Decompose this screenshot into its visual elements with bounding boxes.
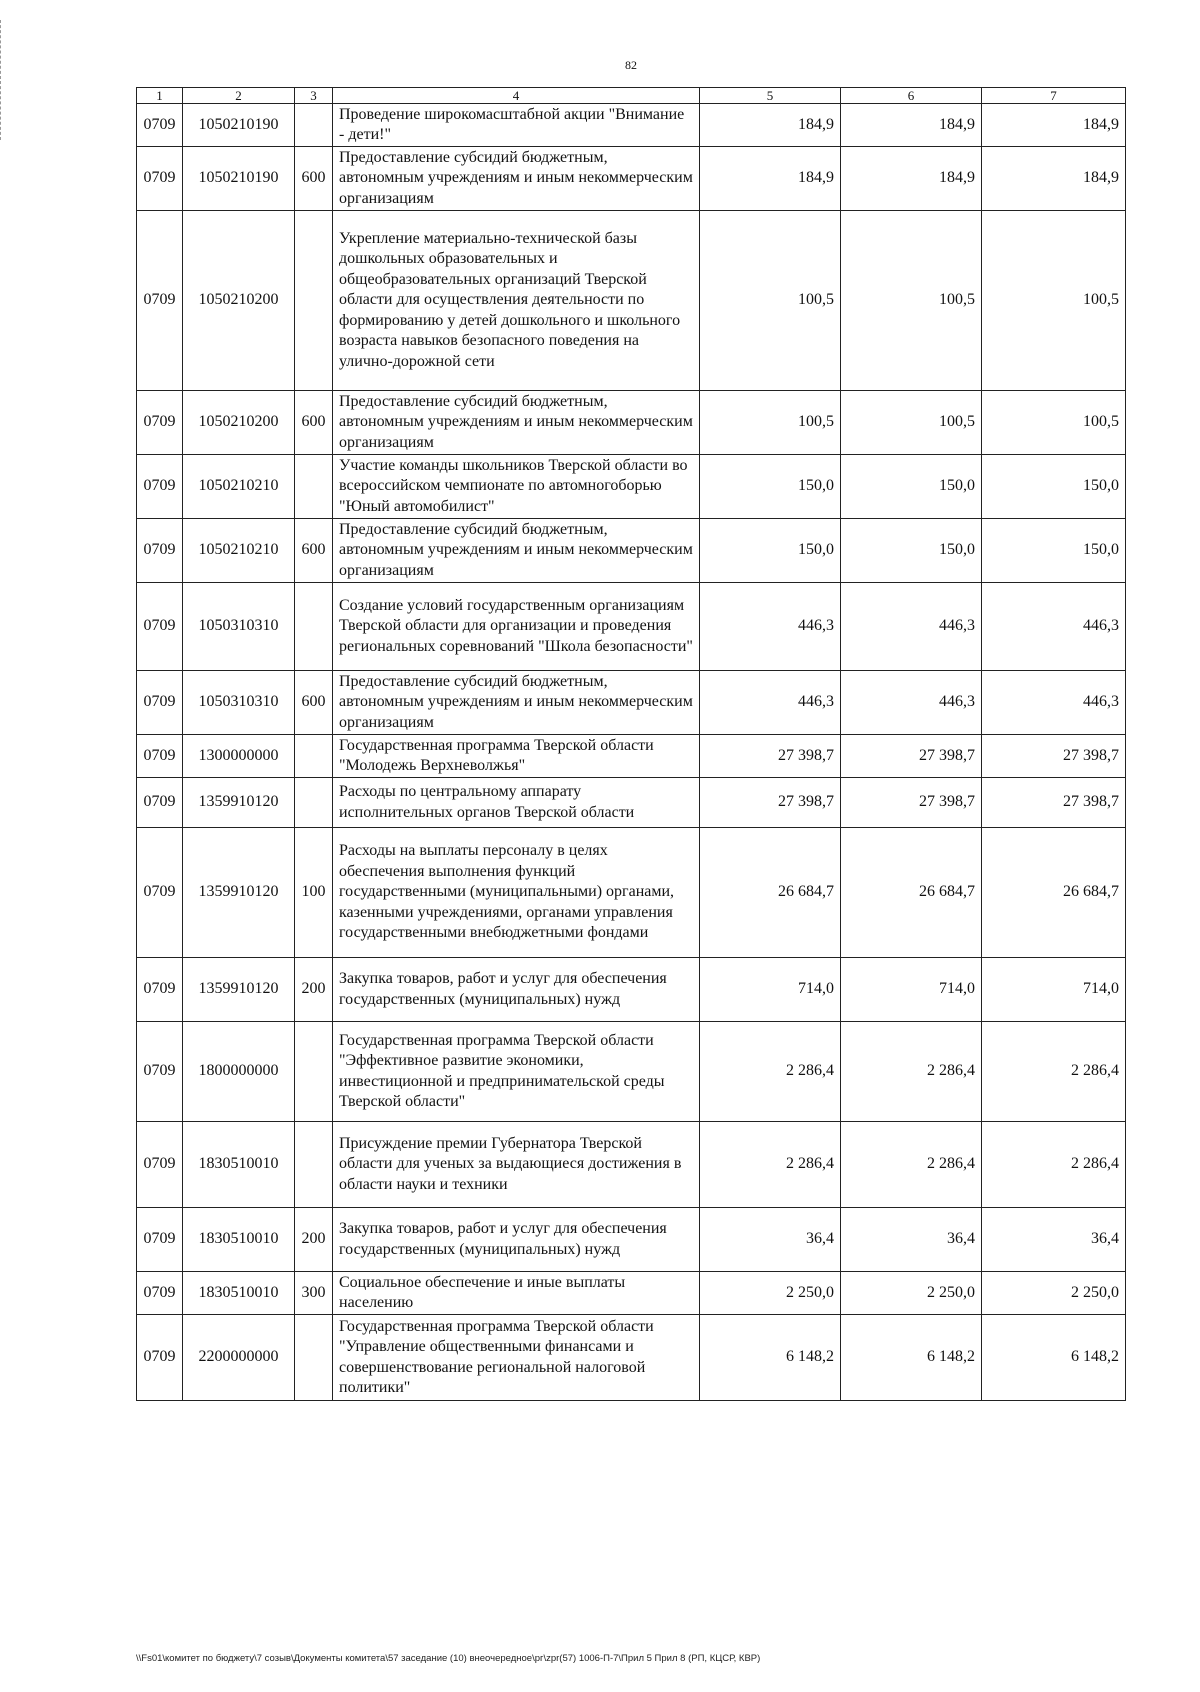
description-cell: Предоставление субсидий бюджетным, автономным учреждениям и иным некоммерческим организациям (333, 147, 700, 211)
budget-table (136, 87, 1126, 1401)
amount-col6-cell: 184,9 (841, 104, 982, 147)
section-code-cell: 0709 (137, 735, 183, 778)
table-row (137, 147, 1126, 211)
description-cell: Создание условий государственным организациям Тверской области для организации и проведения региональных соревнований "Школа безопасности" (333, 583, 700, 671)
amount-col6-cell: 2 286,4 (841, 1122, 982, 1208)
amount-col5-cell: 36,4 (700, 1208, 841, 1272)
amount-col6-cell: 100,5 (841, 211, 982, 391)
amount-col5-cell: 714,0 (700, 958, 841, 1022)
description-cell: Предоставление субсидий бюджетным, автономным учреждениям и иным некоммерческим организациям (333, 519, 700, 583)
expense-type-cell: 600 (295, 147, 333, 211)
description-cell: Предоставление субсидий бюджетным, автономным учреждениям и иным некоммерческим организациям (333, 671, 700, 735)
section-code-cell: 0709 (137, 1022, 183, 1122)
target-article-cell: 1050210210 (183, 519, 295, 583)
amount-col7-cell: 2 250,0 (982, 1272, 1126, 1315)
table-row (137, 671, 1126, 735)
expense-type-cell: 300 (295, 1272, 333, 1315)
expense-type-cell (295, 211, 333, 391)
table-row (137, 1315, 1126, 1401)
expense-type-cell: 200 (295, 958, 333, 1022)
amount-col6-cell: 446,3 (841, 583, 982, 671)
expense-type-cell (295, 455, 333, 519)
section-code-cell: 0709 (137, 778, 183, 828)
table-row (137, 211, 1126, 391)
table-row (137, 735, 1126, 778)
amount-col7-cell: 27 398,7 (982, 778, 1126, 828)
target-article-cell: 1050210210 (183, 455, 295, 519)
amount-col6-cell: 27 398,7 (841, 778, 982, 828)
amount-col6-cell: 184,9 (841, 147, 982, 211)
amount-col7-cell: 100,5 (982, 211, 1126, 391)
amount-col5-cell: 150,0 (700, 455, 841, 519)
column-number-7: 7 (982, 88, 1126, 104)
amount-col7-cell: 2 286,4 (982, 1122, 1126, 1208)
table-row (137, 104, 1126, 147)
amount-col7-cell: 150,0 (982, 455, 1126, 519)
table-row (137, 1122, 1126, 1208)
amount-col5-cell: 2 250,0 (700, 1272, 841, 1315)
table-row (137, 1208, 1126, 1272)
amount-col5-cell: 100,5 (700, 391, 841, 455)
amount-col5-cell: 2 286,4 (700, 1122, 841, 1208)
table-row (137, 828, 1126, 958)
description-cell: Расходы по центральному аппарату исполнительных органов Тверской области (333, 778, 700, 828)
target-article-cell: 1050210190 (183, 104, 295, 147)
table-body (137, 104, 1126, 1401)
section-code-cell: 0709 (137, 147, 183, 211)
amount-col5-cell: 27 398,7 (700, 778, 841, 828)
amount-col7-cell: 36,4 (982, 1208, 1126, 1272)
table-row (137, 519, 1126, 583)
page-number: 82 (625, 58, 637, 72)
description-cell: Закупка товаров, работ и услуг для обеспечения государственных (муниципальных) нужд (333, 1208, 700, 1272)
section-code-cell: 0709 (137, 828, 183, 958)
table-row (137, 583, 1126, 671)
amount-col5-cell: 27 398,7 (700, 735, 841, 778)
target-article-cell: 1050210200 (183, 211, 295, 391)
expense-type-cell: 600 (295, 519, 333, 583)
description-cell: Социальное обеспечение и иные выплаты населению (333, 1272, 700, 1315)
target-article-cell: 1830510010 (183, 1272, 295, 1315)
description-cell: Проведение широкомасштабной акции "Внимание - дети!" (333, 104, 700, 147)
description-cell: Предоставление субсидий бюджетным, автономным учреждениям и иным некоммерческим организациям (333, 391, 700, 455)
amount-col5-cell: 6 148,2 (700, 1315, 841, 1401)
target-article-cell: 1359910120 (183, 778, 295, 828)
expense-type-cell (295, 1122, 333, 1208)
description-cell: Государственная программа Тверской области "Молодежь Верхневолжья" (333, 735, 700, 778)
target-article-cell: 1359910120 (183, 828, 295, 958)
target-article-cell: 1359910120 (183, 958, 295, 1022)
expense-type-cell (295, 104, 333, 147)
column-number-5: 5 (700, 88, 841, 104)
amount-col6-cell: 36,4 (841, 1208, 982, 1272)
amount-col5-cell: 184,9 (700, 147, 841, 211)
amount-col6-cell: 100,5 (841, 391, 982, 455)
footer-file-path: \\Fs01\комитет по бюджету\7 созыв\Документы комитета\57 заседание (10) внеочередное\рг\zpr(57) 1006-П-7\Прил 5 Прил 8 (РП, КЦСР, КВР) (136, 1653, 761, 1664)
amount-col5-cell: 184,9 (700, 104, 841, 147)
amount-col6-cell: 446,3 (841, 671, 982, 735)
amount-col7-cell: 26 684,7 (982, 828, 1126, 958)
amount-col5-cell: 446,3 (700, 671, 841, 735)
amount-col5-cell: 150,0 (700, 519, 841, 583)
amount-col5-cell: 2 286,4 (700, 1022, 841, 1122)
description-cell: Расходы на выплаты персоналу в целях обеспечения выполнения функций государственными (муниципальными) органами, казенными учреждениями, органами управления государственными внебюджетными фондами (333, 828, 700, 958)
expense-type-cell: 100 (295, 828, 333, 958)
expense-type-cell (295, 1315, 333, 1401)
section-code-cell: 0709 (137, 455, 183, 519)
column-number-1: 1 (137, 88, 183, 104)
table-row (137, 958, 1126, 1022)
expense-type-cell (295, 583, 333, 671)
table-row (137, 391, 1126, 455)
target-article-cell: 1830510010 (183, 1122, 295, 1208)
section-code-cell: 0709 (137, 583, 183, 671)
column-number-3: 3 (295, 88, 333, 104)
amount-col6-cell: 27 398,7 (841, 735, 982, 778)
amount-col7-cell: 6 148,2 (982, 1315, 1126, 1401)
section-code-cell: 0709 (137, 1315, 183, 1401)
amount-col7-cell: 714,0 (982, 958, 1126, 1022)
section-code-cell: 0709 (137, 211, 183, 391)
description-cell: Присуждение премии Губернатора Тверской области для ученых за выдающиеся достижения в области науки и техники (333, 1122, 700, 1208)
amount-col6-cell: 26 684,7 (841, 828, 982, 958)
section-code-cell: 0709 (137, 391, 183, 455)
amount-col7-cell: 27 398,7 (982, 735, 1126, 778)
section-code-cell: 0709 (137, 104, 183, 147)
expense-type-cell (295, 735, 333, 778)
amount-col5-cell: 100,5 (700, 211, 841, 391)
target-article-cell: 1050310310 (183, 671, 295, 735)
table-row (137, 1272, 1126, 1315)
amount-col7-cell: 184,9 (982, 104, 1126, 147)
amount-col5-cell: 26 684,7 (700, 828, 841, 958)
description-cell: Государственная программа Тверской области "Управление общественными финансами и совершенствование региональной налоговой политики" (333, 1315, 700, 1401)
table-row (137, 778, 1126, 828)
amount-col6-cell: 150,0 (841, 519, 982, 583)
target-article-cell: 1300000000 (183, 735, 295, 778)
description-cell: Укрепление материально-технической базы дошкольных образовательных и общеобразовательных организаций Тверской области для осуществления деятельности по формированию у детей дошкольного и школьного возраста навыков безопасного поведения на улично-дорожной сети (333, 211, 700, 391)
column-number-4: 4 (333, 88, 700, 104)
table-row (137, 1022, 1126, 1122)
target-article-cell: 2200000000 (183, 1315, 295, 1401)
column-number-2: 2 (183, 88, 295, 104)
expense-type-cell: 600 (295, 671, 333, 735)
section-code-cell: 0709 (137, 1122, 183, 1208)
expense-type-cell (295, 1022, 333, 1122)
scan-edge-marks (0, 20, 3, 140)
description-cell: Закупка товаров, работ и услуг для обеспечения государственных (муниципальных) нужд (333, 958, 700, 1022)
expense-type-cell: 200 (295, 1208, 333, 1272)
section-code-cell: 0709 (137, 1208, 183, 1272)
target-article-cell: 1050210200 (183, 391, 295, 455)
amount-col7-cell: 150,0 (982, 519, 1126, 583)
amount-col6-cell: 2 286,4 (841, 1022, 982, 1122)
section-code-cell: 0709 (137, 671, 183, 735)
column-number-row (137, 88, 1126, 104)
section-code-cell: 0709 (137, 519, 183, 583)
amount-col7-cell: 2 286,4 (982, 1022, 1126, 1122)
target-article-cell: 1050310310 (183, 583, 295, 671)
amount-col7-cell: 100,5 (982, 391, 1126, 455)
amount-col7-cell: 446,3 (982, 583, 1126, 671)
amount-col6-cell: 2 250,0 (841, 1272, 982, 1315)
section-code-cell: 0709 (137, 1272, 183, 1315)
column-number-6: 6 (841, 88, 982, 104)
amount-col7-cell: 184,9 (982, 147, 1126, 211)
amount-col5-cell: 446,3 (700, 583, 841, 671)
table-row (137, 455, 1126, 519)
description-cell: Государственная программа Тверской области "Эффективное развитие экономики, инвестиционной и предпринимательской среды Тверской области" (333, 1022, 700, 1122)
description-cell: Участие команды школьников Тверской области во всероссийском чемпионате по автомногоборью "Юный автомобилист" (333, 455, 700, 519)
amount-col6-cell: 6 148,2 (841, 1315, 982, 1401)
amount-col6-cell: 714,0 (841, 958, 982, 1022)
target-article-cell: 1830510010 (183, 1208, 295, 1272)
amount-col7-cell: 446,3 (982, 671, 1126, 735)
amount-col6-cell: 150,0 (841, 455, 982, 519)
expense-type-cell: 600 (295, 391, 333, 455)
target-article-cell: 1050210190 (183, 147, 295, 211)
expense-type-cell (295, 778, 333, 828)
section-code-cell: 0709 (137, 958, 183, 1022)
target-article-cell: 1800000000 (183, 1022, 295, 1122)
